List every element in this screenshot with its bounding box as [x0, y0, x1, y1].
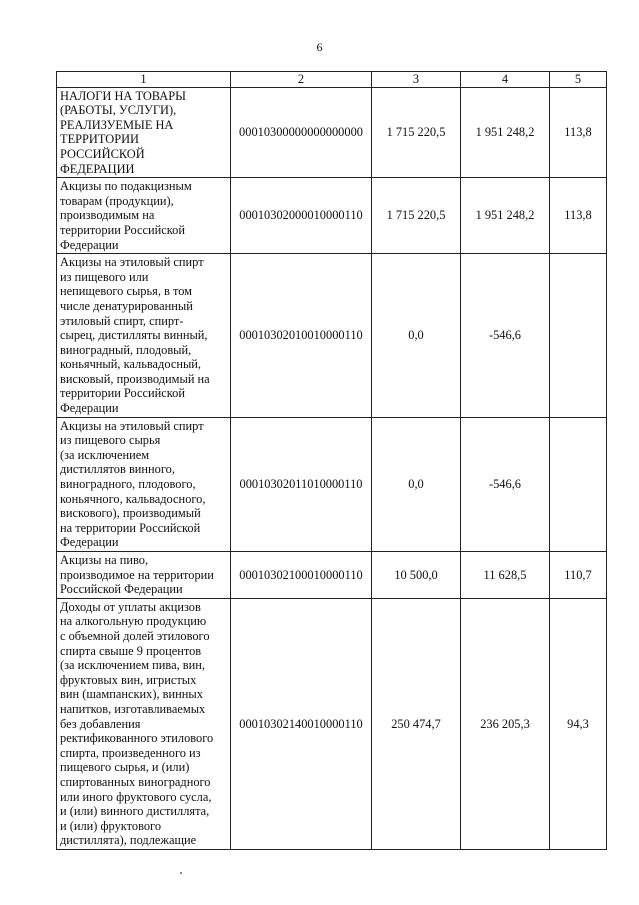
- page-number: 6: [316, 40, 323, 54]
- row-name-cell: Акцизы на этиловый спирт из пищевого сырья (за исключением дистиллятов винного, виноградного, плодового, коньячного, кальвадосного, вискового), производимый на территории Российской Федерации: [57, 417, 231, 551]
- row-name-cell: Акцизы по подакцизным товарам (продукции), производимым на территории Российской Федерации: [57, 178, 231, 254]
- row-name-cell: Акцизы на этиловый спирт из пищевого или непищевого сырья, в том числе денатурированный этиловый спирт, спирт- сырец, дистилляты винный, виноградный, плодовый, коньячный, кальвадосный, висковый, производимый на территории Российской Федерации: [57, 254, 231, 418]
- row-code-cell: 00010302100010000110: [231, 552, 372, 599]
- row-col5-cell: 113,8: [550, 87, 607, 178]
- scan-dot: [180, 872, 182, 874]
- row-col5-cell: [550, 417, 607, 551]
- row-col4-cell: 11 628,5: [461, 552, 550, 599]
- row-col3-cell: 1 715 220,5: [372, 178, 461, 254]
- row-col5-cell: [550, 254, 607, 418]
- row-col3-cell: 0,0: [372, 254, 461, 418]
- row-col5-cell: 110,7: [550, 552, 607, 599]
- row-code-cell: 00010302010010000110: [231, 254, 372, 418]
- column-header: 2: [231, 72, 372, 88]
- column-header: 3: [372, 72, 461, 88]
- table-row: [57, 417, 607, 551]
- row-col4-cell: 1 951 248,2: [461, 178, 550, 254]
- table-row: [57, 87, 607, 178]
- table-row: [57, 552, 607, 599]
- table-row: [57, 178, 607, 254]
- table-row: [57, 598, 607, 849]
- budget-table: [56, 71, 607, 850]
- column-header: 1: [57, 72, 231, 88]
- row-col3-cell: 250 474,7: [372, 598, 461, 849]
- row-col3-cell: 1 715 220,5: [372, 87, 461, 178]
- row-col4-cell: 236 205,3: [461, 598, 550, 849]
- row-code-cell: 00010302000010000110: [231, 178, 372, 254]
- row-code-cell: 00010302011010000110: [231, 417, 372, 551]
- row-code-cell: 00010302140010000110: [231, 598, 372, 849]
- column-header: 5: [550, 72, 607, 88]
- row-code-cell: 00010300000000000000: [231, 87, 372, 178]
- table-row: [57, 254, 607, 418]
- row-col3-cell: 0,0: [372, 417, 461, 551]
- table-header-row: [57, 72, 607, 88]
- row-col5-cell: 94,3: [550, 598, 607, 849]
- row-name-cell: Доходы от уплаты акцизов на алкогольную продукцию с объемной долей этилового спирта свыше 9 процентов (за исключением пива, вин, фруктовых вин, игристых вин (шампанских), винных напитков, изготавливаемых без добавления ректификованного этилового спирта, произведенного из пищевого сырья, и (или) спиртованных виноградного или иного фруктового сусла, и (или) винного дистиллята, и (или) фруктового дистиллята), подлежащие: [57, 598, 231, 849]
- row-name-cell: Акцизы на пиво, производимое на территории Российской Федерации: [57, 552, 231, 599]
- row-col4-cell: -546,6: [461, 254, 550, 418]
- column-header: 4: [461, 72, 550, 88]
- row-col4-cell: 1 951 248,2: [461, 87, 550, 178]
- row-col4-cell: -546,6: [461, 417, 550, 551]
- row-col5-cell: 113,8: [550, 178, 607, 254]
- row-name-cell: НАЛОГИ НА ТОВАРЫ (РАБОТЫ, УСЛУГИ), РЕАЛИЗУЕМЫЕ НА ТЕРРИТОРИИ РОССИЙСКОЙ ФЕДЕРАЦИИ: [57, 87, 231, 178]
- row-col3-cell: 10 500,0: [372, 552, 461, 599]
